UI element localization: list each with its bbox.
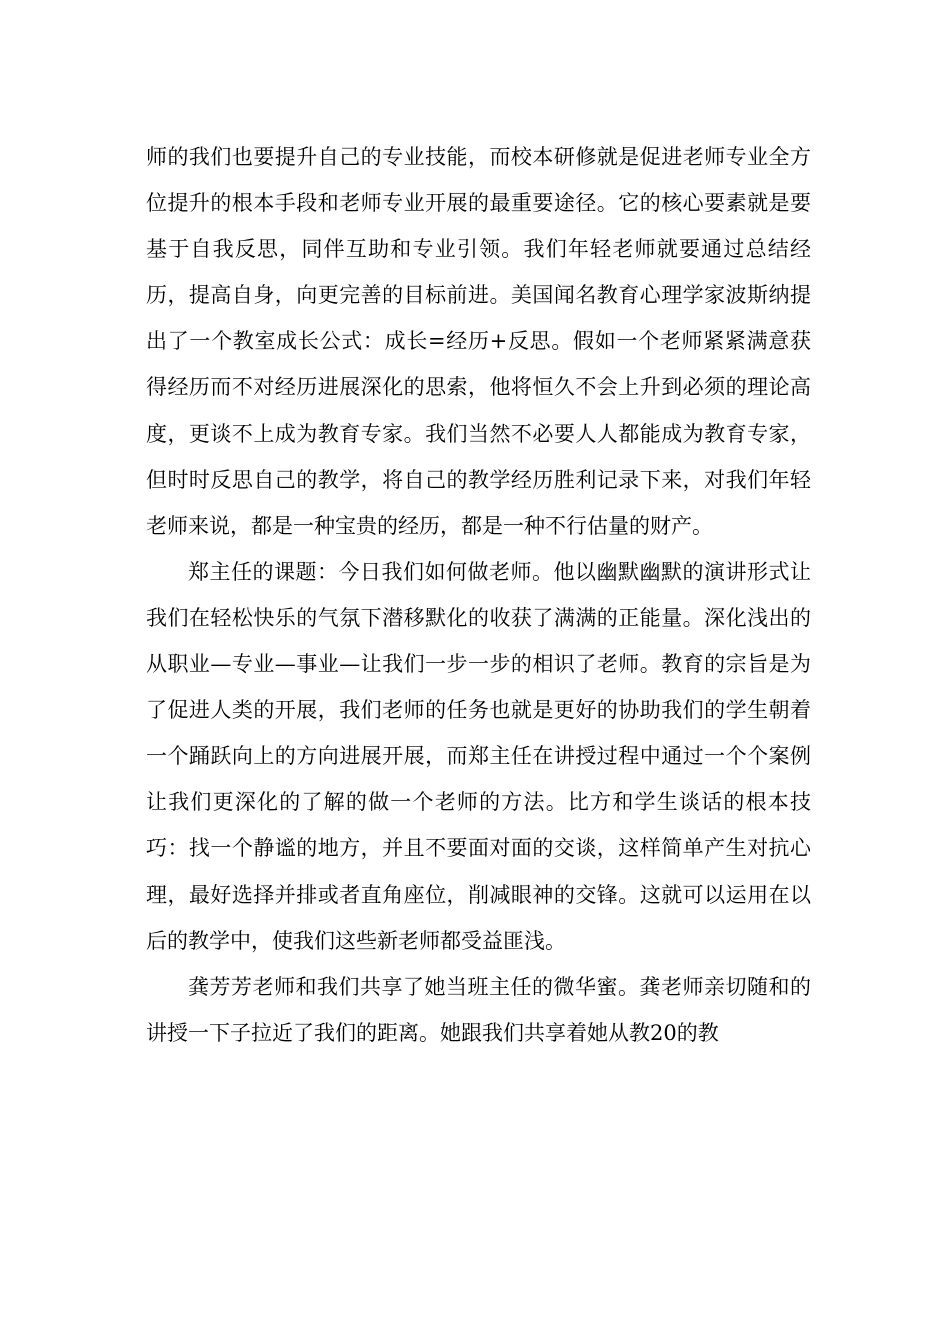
document-body	[146, 134, 811, 1056]
paragraph-1: 师的我们也要提升自己的专业技能，而校本研修就是促进老师专业全方位提升的根本手段和老师专业开展的最重要途径。它的核心要素就是要基于自我反思，同伴互助和专业引领。我们年轻老师就要通过总结经历，提高自身，向更完善的目标前进。美国闻名教育心理学家波斯纳提出了一个教室成长公式：成长=经历+反思。假如一个老师紧紧满意获得经历而不对经历进展深化的思索，他将恒久不会上升到必须的理论高度，更谈不上成为教育专家。我们当然不必要人人都能成为教育专家，但时时反思自己的教学，将自己的教学经历胜利记录下来，对我们年轻老师来说，都是一种宝贵的经历，都是一种不行估量的财产。	[146, 145, 811, 538]
paragraph-3: 龚芳芳老师和我们共享了她当班主任的微华蜜。龚老师亲切随和的讲授一下子拉近了我们的距离。她跟我们共享着她从教20的教	[146, 974, 811, 1045]
paragraph-2: 郑主任的课题：今日我们如何做老师。他以幽默幽默的演讲形式让我们在轻松快乐的气氛下潜移默化的收获了满满的正能量。深化浅出的从职业—专业—事业—让我们一步一步的相识了老师。教育的宗旨是为了促进人类的开展，我们老师的任务也就是更好的协助我们的学生朝着一个踊跃向上的方向进展开展，而郑主任在讲授过程中通过一个个案例让我们更深化的了解的做一个老师的方法。比方和学生谈话的根本技巧：找一个静谧的地方，并且不要面对面的交谈，这样简单产生对抗心理，最好选择并排或者直角座位，削减眼神的交锋。这就可以运用在以后的教学中，使我们这些新老师都受益匪浅。	[146, 559, 811, 953]
